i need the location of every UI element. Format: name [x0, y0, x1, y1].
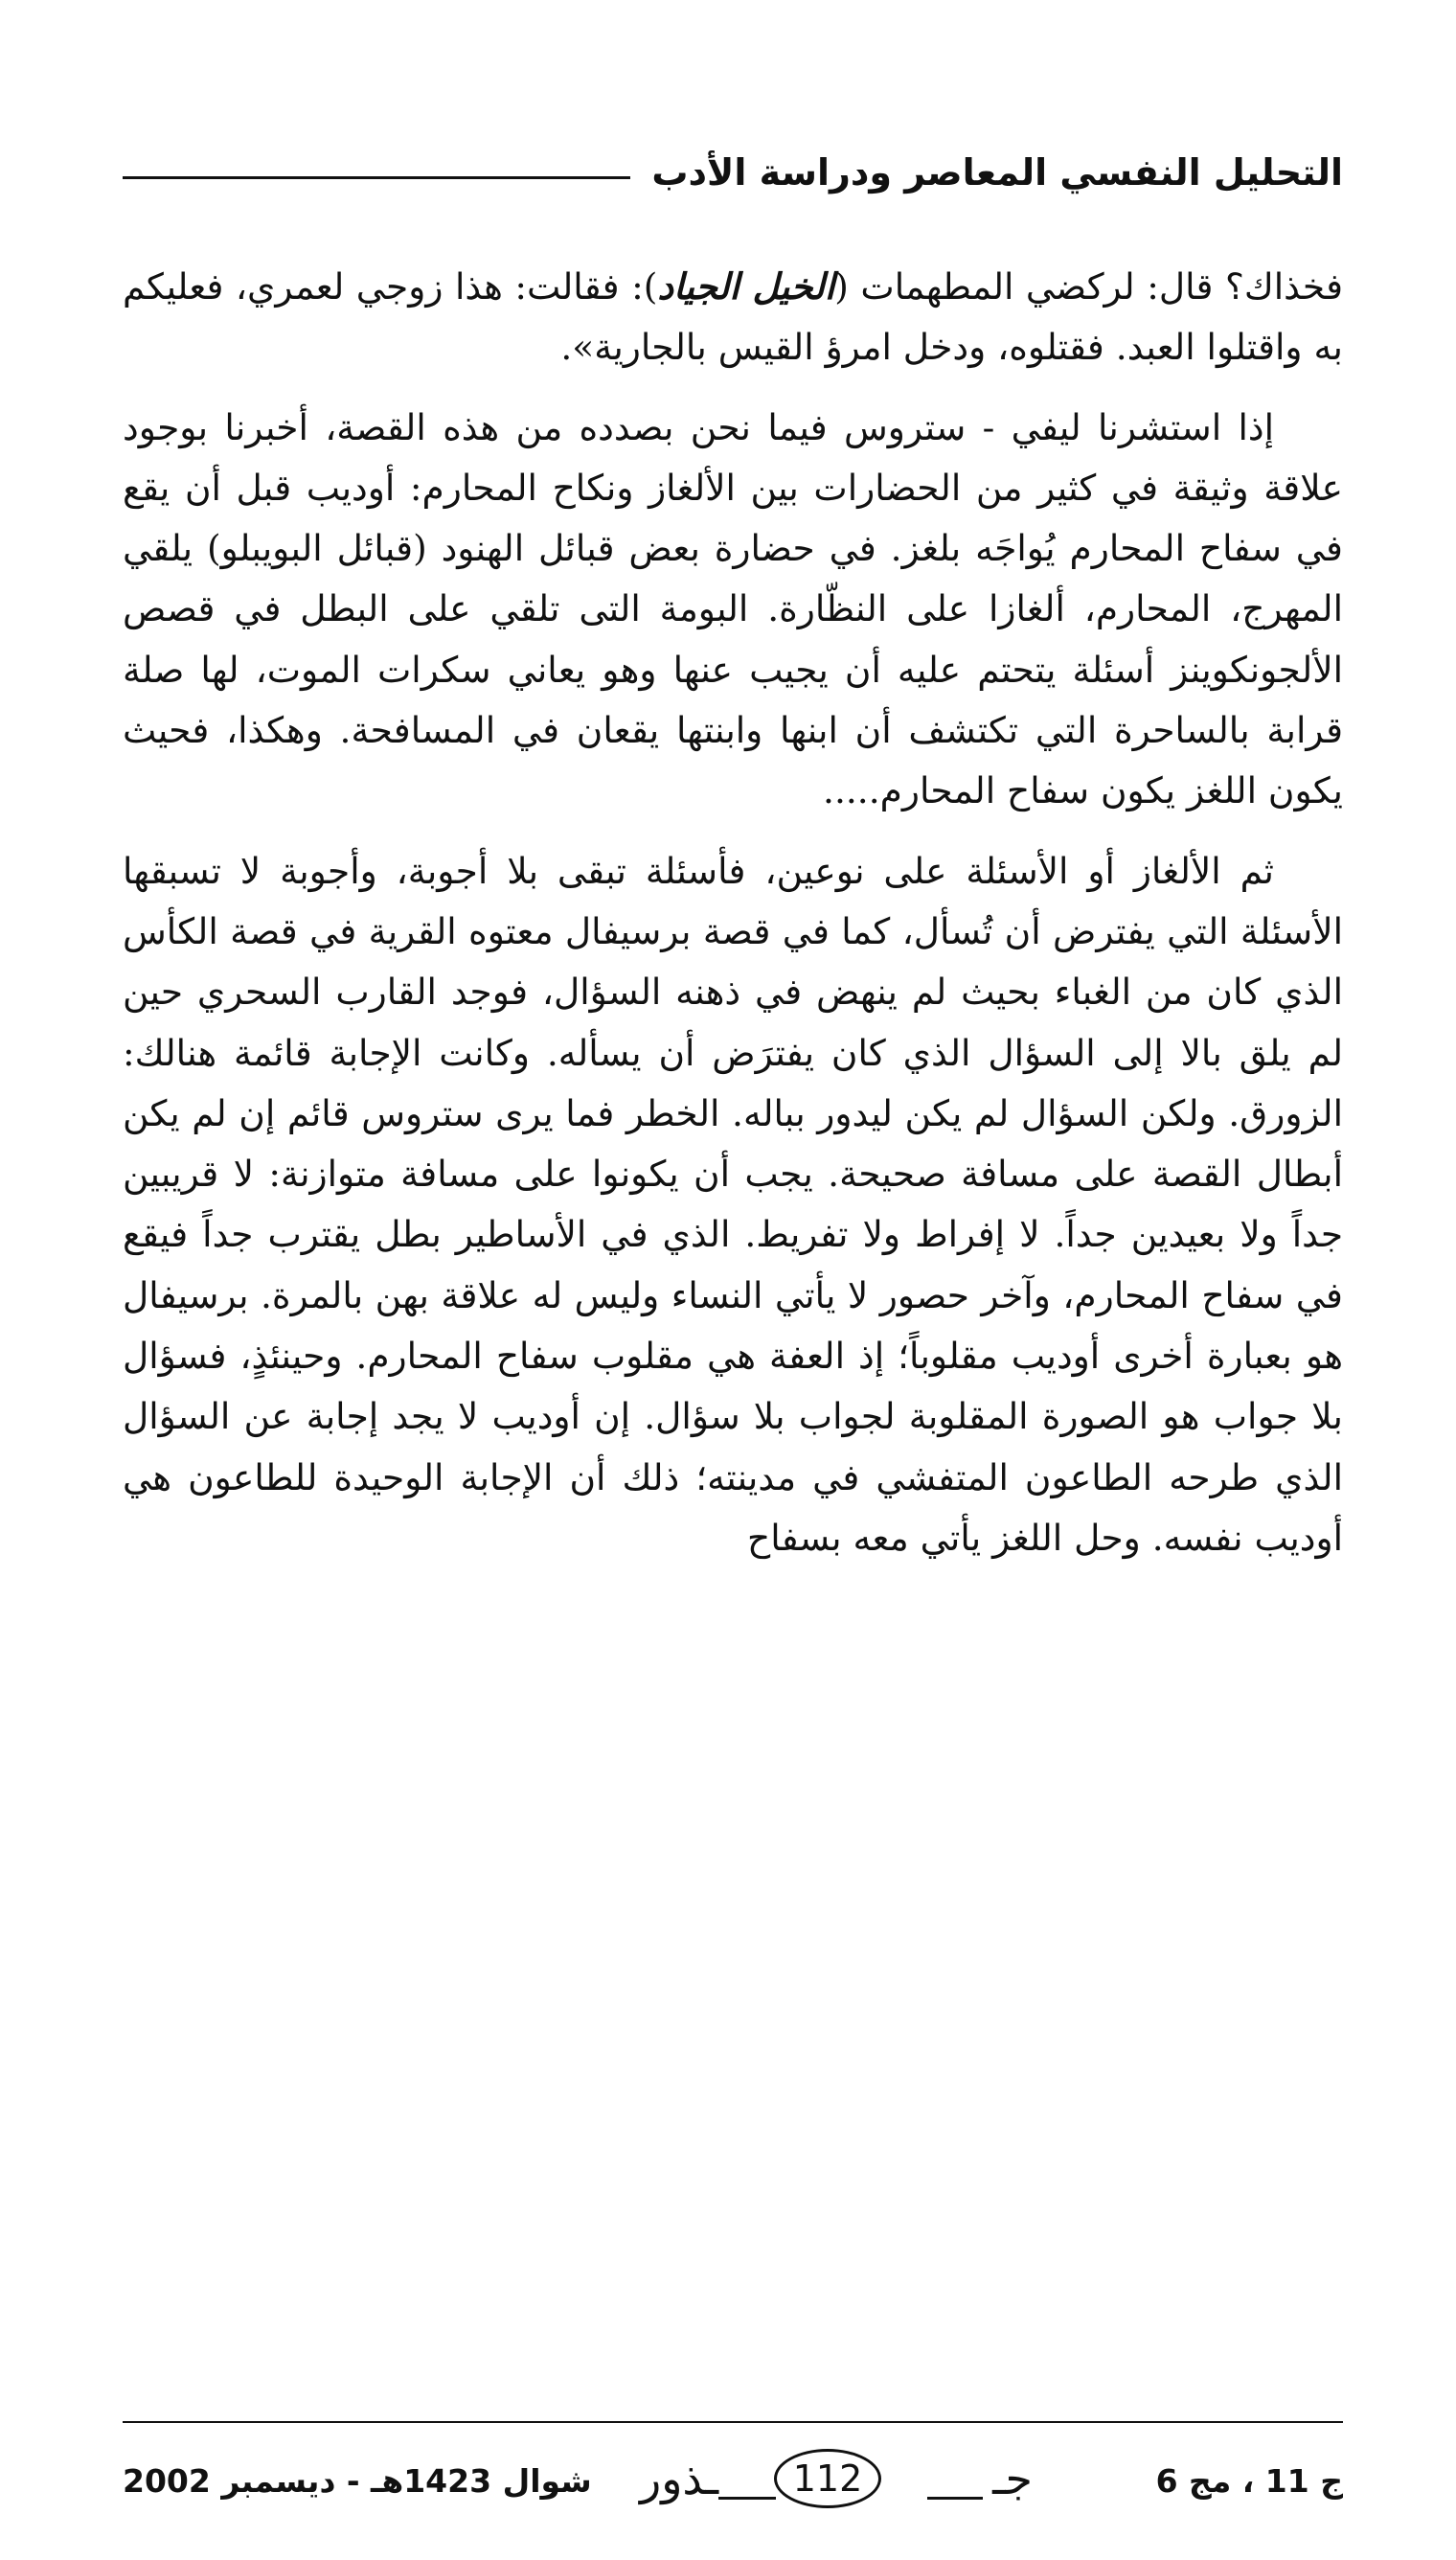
- paragraph-1-emphasis: الخيل الجياد: [657, 265, 835, 308]
- paragraph-3: ثم الألغاز أو الأسئلة على نوعين، فأسئلة تبقى بلا أجوبة، وأجوبة لا تسبقها الأسئلة التي يفترض أن تُسأل، كما في قصة برسيفال معتوه القرية في قصة الكأس الذي كان من الغباء بحيث لم ينهض في ذهنه السؤال، فوجد القارب السحري حين لم يلق بالا إلى السؤال الذي كان يفترَض أن يسأله. وكانت الإجابة قائمة هنالك: الزورق. ولكن السؤال لم يكن ليدور بباله. الخطر فما يرى ستروس قائم إن لم يكن أبطال القصة على مسافة صحيحة. يجب أن يكونوا على مسافة متوازنة: لا قريبين جداً ولا بعيدين جداً. لا إفراط ولا تفريط. الذي في الأساطير بطل يقترب جداً فيقع في سفاح المحارم، وآخر حصور لا يأتي النساء وليس له علاقة بهن بالمرة. برسيفال هو بعبارة أخرى أوديب مقلوباً؛ إذ العفة هي مقلوب سفاح المحارم. وحينئذٍ، فسؤال بلا جواب هو الصورة المقلوبة لجواب بلا سؤال. إن أوديب لا يجد إجابة عن السؤال الذي طرحه الطاعون المتفشي في مدينته؛ ذلك أن الإجابة الوحيدة للطاعون هي أوديب نفسه. وحل اللغز يأتي معه بسفاح: [123, 849, 1343, 1559]
- running-header: [123, 144, 1343, 201]
- paragraph-2: إذا استشرنا ليفي - ستروس فيما نحن بصدده من هذه القصة، أخبرنا بوجود علاقة وثيقة في كثير من الحضارات بين الألغاز ونكاح المحارم: أوديب قبل أن يقع في سفاح المحارم يُواجَه بلغز. في حضارة بعض قبائل الهنود (قبائل البويبلو) يلقي المهرج، المحارم، ألغازا على النظّارة. البومة التى تلقي على البطل في قصص الألجونكوينز أسئلة يتحتم عليه أن يجيب عنها وهو يعاني سكرات الموت، لها صلة قرابة بالساحرة التي تكتشف أن ابنها وابنتها يقعان في المسافحة. وهكذا، فحيث يكون اللغز يكون سفاح المحارم.....: [123, 405, 1343, 812]
- running-title: التحليل النفسي المعاصر ودراسة الأدب: [651, 151, 1343, 194]
- footer: [123, 2441, 1343, 2527]
- paragraph-1-text-a: فخذاك؟ قال: لركضي المطهمات (: [834, 265, 1343, 308]
- journal-line-left: [718, 2497, 776, 2500]
- journal-word-left: ـذور: [640, 2453, 719, 2504]
- issue-number: ج 11 ، مج 6: [1155, 2462, 1343, 2500]
- paragraph-1: [123, 257, 1343, 378]
- journal-logo: [640, 2441, 1033, 2518]
- journal-line-right: [927, 2497, 983, 2500]
- paragraph-1-text-b: ): فقالت: هذا زوجي لعمري، فعليكم به واقتلوا العبد. فقتلوه، ودخل امرؤ القيس بالجارية».: [123, 265, 1343, 369]
- issue-date: شوال 1423هـ - ديسمبر 2002: [123, 2462, 592, 2500]
- journal-word-right: جـ: [992, 2453, 1033, 2504]
- header-rule: [123, 176, 630, 179]
- page-number: 112: [774, 2449, 881, 2508]
- footer-rule: [123, 2421, 1343, 2423]
- article-body: [123, 257, 1343, 1568]
